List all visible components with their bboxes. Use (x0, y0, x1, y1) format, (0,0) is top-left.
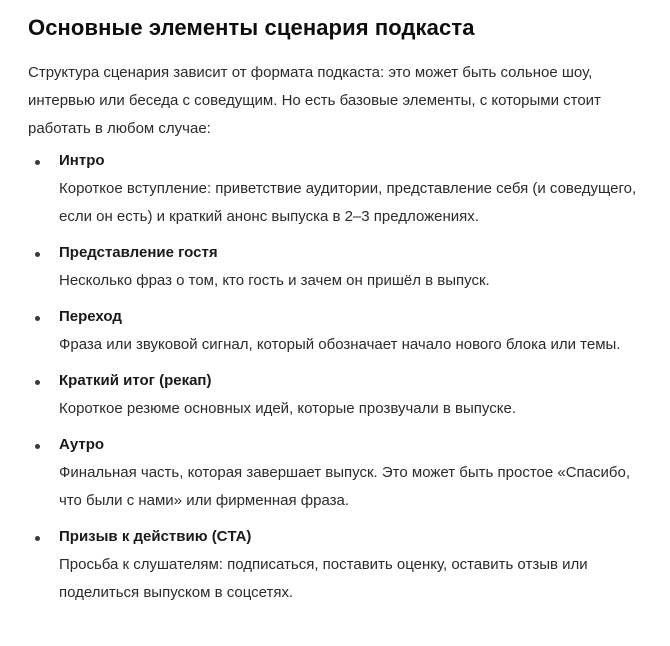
item-title: Интро (59, 152, 105, 169)
list-item-transition (28, 303, 650, 359)
bullet-icon (35, 536, 40, 541)
elements-list (28, 147, 650, 607)
item-title: Представление гостя (59, 244, 218, 261)
bullet-icon (35, 252, 40, 257)
item-title: Аутро (59, 436, 105, 453)
item-title: Краткий итог (рекап) (59, 372, 212, 389)
list-item-cta (28, 523, 650, 607)
item-title: Переход (59, 308, 122, 325)
item-description: Фраза или звуковой сигнал, который обозначает начало нового блока или темы. (59, 336, 621, 353)
item-description: Просьба к слушателям: подписаться, поставить оценку, оставить отзыв или поделиться выпуском в соцсетях. (59, 556, 588, 601)
bullet-icon (35, 160, 40, 165)
intro-paragraph: Структура сценария зависит от формата подкаста: это может быть сольное шоу, интервью или беседа с соведущим. Но есть базовые элементы, с которыми стоит работать в любом случае: (28, 64, 601, 137)
bullet-icon (35, 380, 40, 385)
bullet-icon (35, 444, 40, 449)
article-title: Основные элементы сценария подкаста (28, 15, 475, 40)
bullet-icon (35, 316, 40, 321)
list-item-guest (28, 239, 650, 295)
item-description: Короткое вступление: приветствие аудитории, представление себя (и соведущего, если он есть) и краткий анонс выпуска в 2–3 предложениях. (59, 180, 637, 225)
item-description: Несколько фраз о том, кто гость и зачем он пришёл в выпуск. (59, 272, 490, 289)
item-description: Короткое резюме основных идей, которые прозвучали в выпуске. (59, 400, 516, 417)
list-item-intro (28, 147, 650, 231)
item-description: Финальная часть, которая завершает выпуск. Это может быть простое «Спасибо, что были с нами» или фирменная фраза. (59, 464, 630, 509)
item-title: Призыв к действию (CTA) (59, 528, 252, 545)
list-item-outro (28, 431, 650, 515)
list-item-recap (28, 367, 650, 423)
